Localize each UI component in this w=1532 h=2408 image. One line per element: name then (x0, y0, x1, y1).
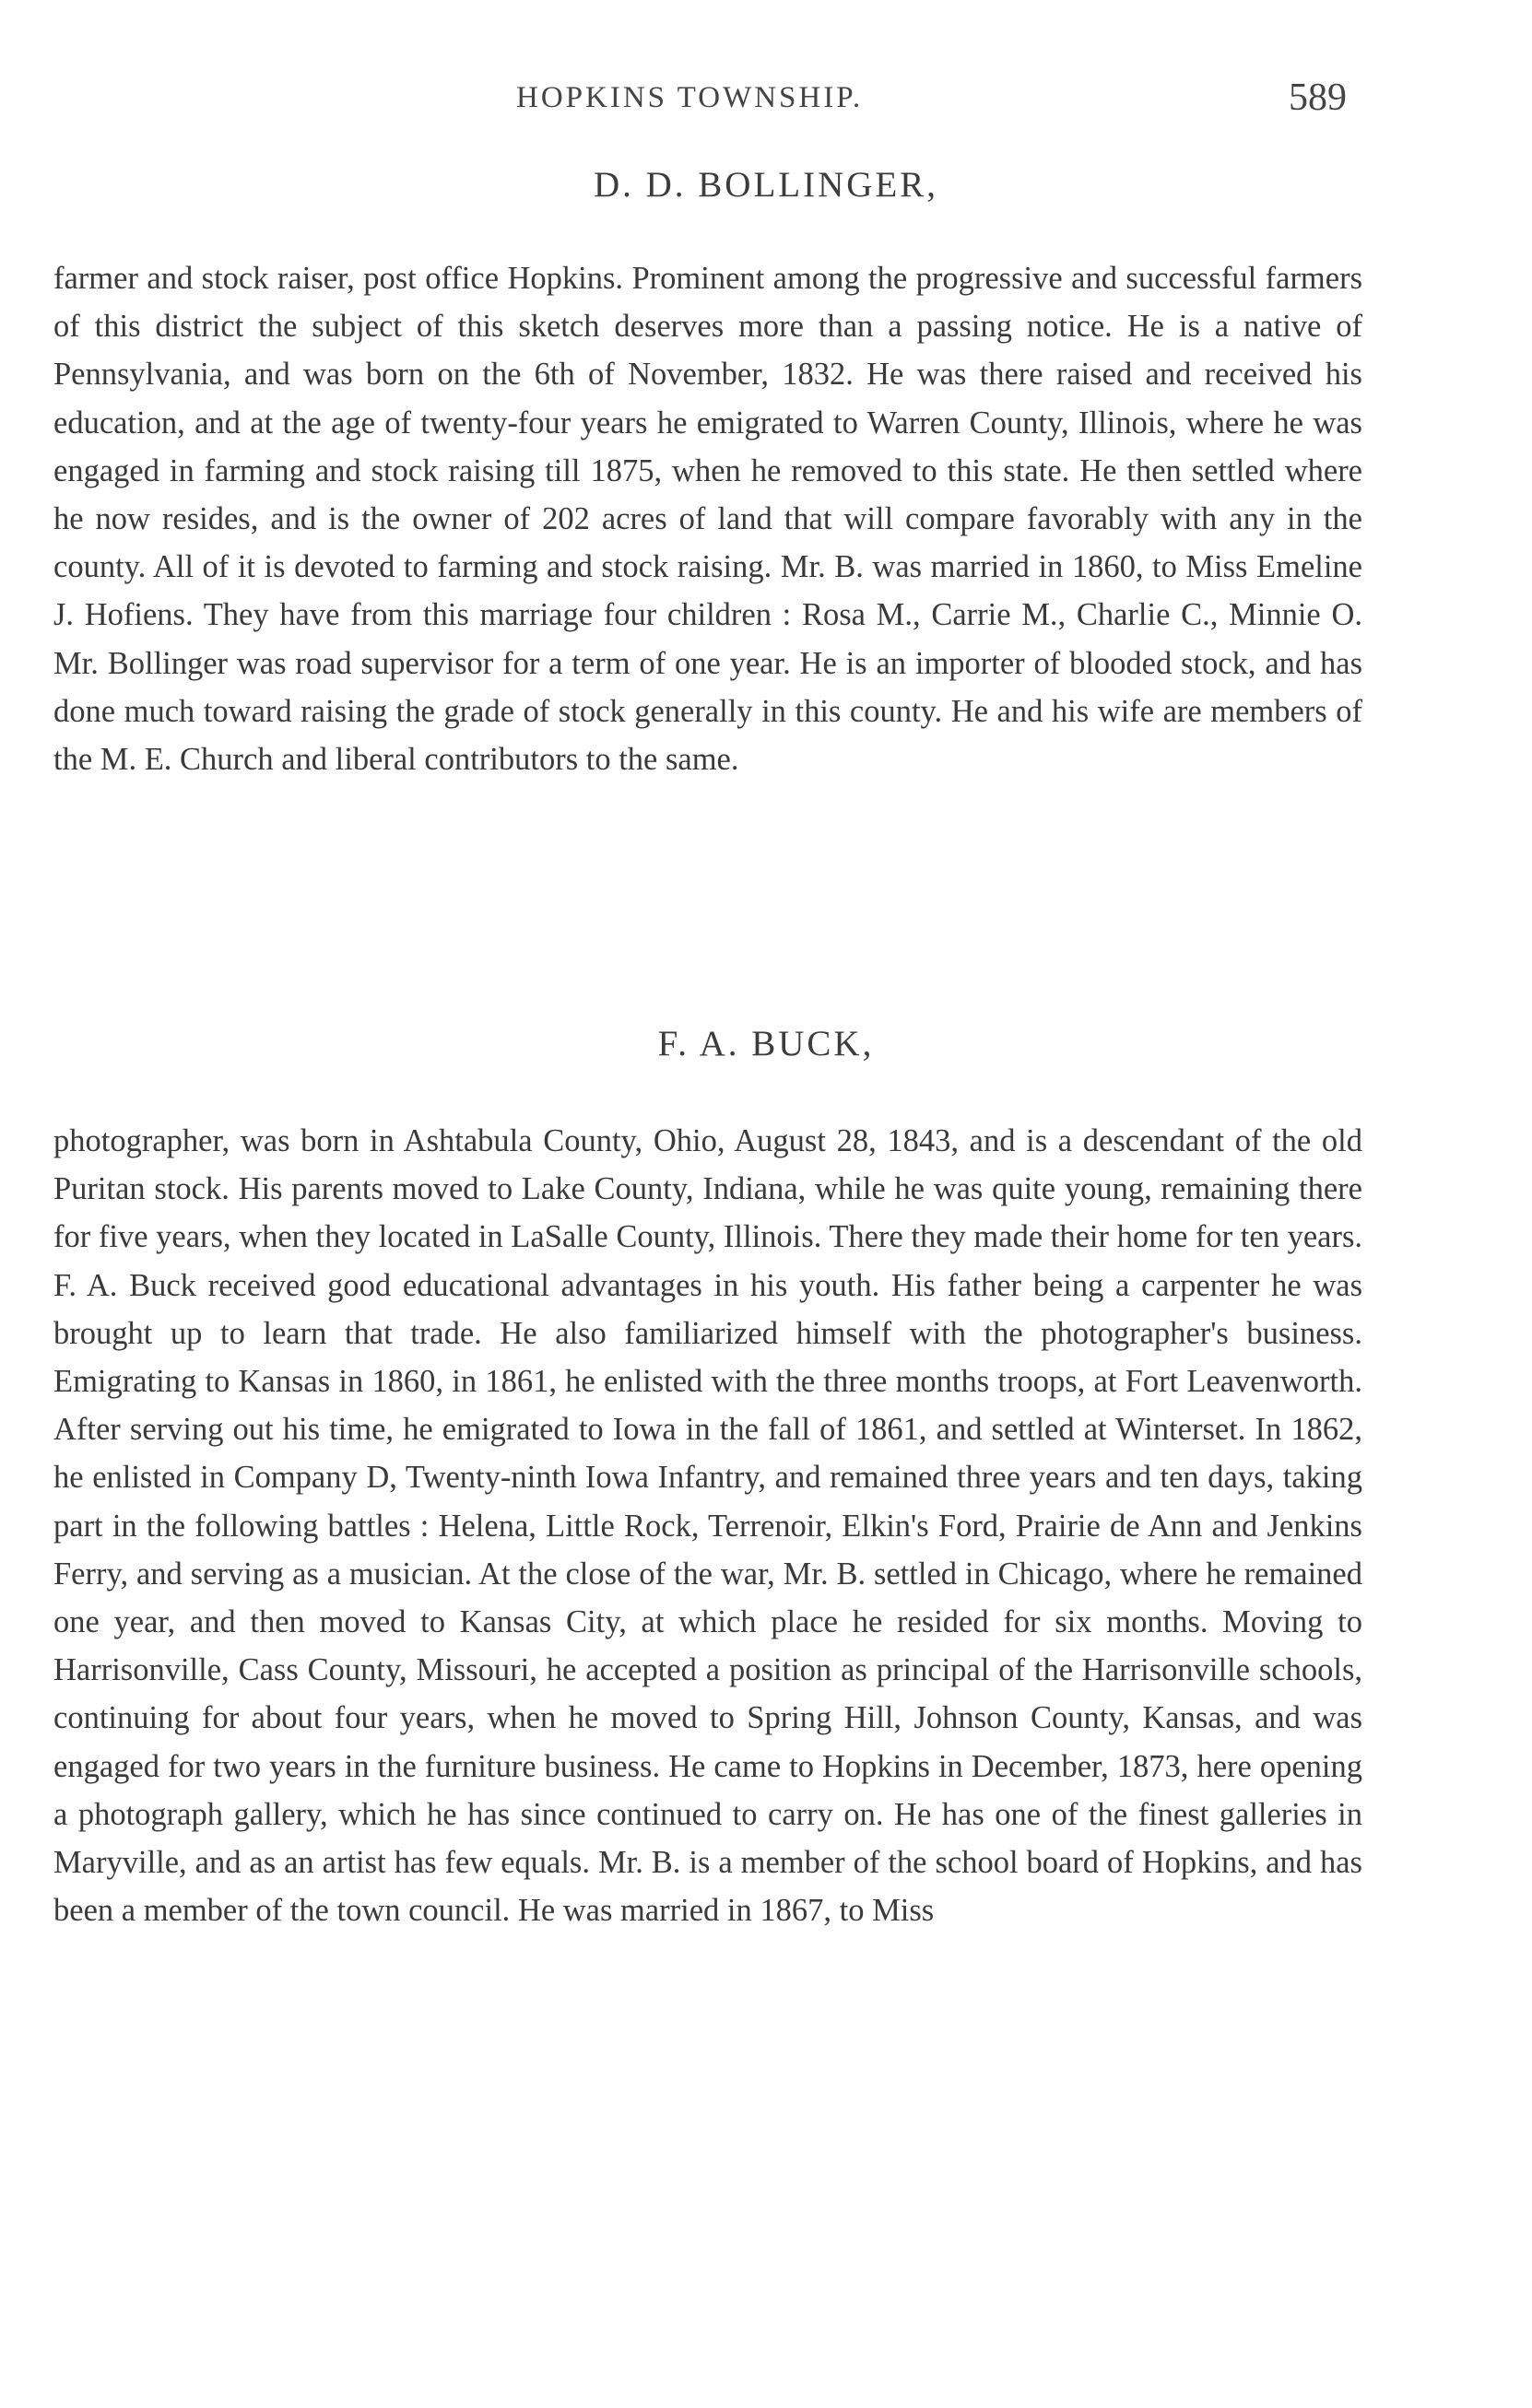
running-title: HOPKINS TOWNSHIP. (516, 81, 864, 114)
entry-text-bollinger: farmer and stock raiser, post office Hopkins. Prominent among the progressive and successful farmers of this district the subject of this sketch deserves more than a passing notice. He is a native of Pennsylvania, and was born on the 6th of November, 1832. He was there raised and received his education, and at the age of twenty-four years he emigrated to Warren County, Illinois, where he was engaged in farming and stock raising till 1875, when he removed to this state. He then settled where he now resides, and is the owner of 202 acres of land that will compare favorably with any in the county. All of it is devoted to farming and stock raising. Mr. B. was married in 1860, to Miss Emeline J. Hofiens. They have from this marriage four children : Rosa M., Carrie M., Charlie C., Minnie O. Mr. Bollinger was road supervisor for a term of one year. He is an importer of blooded stock, and has done much toward raising the grade of stock generally in this county. He and his wife are members of the M. E. Church and liberal contributors to the same. (53, 261, 1362, 778)
entry-heading-bollinger: D. D. BOLLINGER, (593, 165, 939, 205)
running-head (0, 76, 1532, 122)
page-number: 589 (1289, 76, 1347, 119)
entry-heading-buck: F. A. BUCK, (657, 1024, 875, 1063)
entry-text-buck: photographer, was born in Ashtabula County, Ohio, August 28, 1843, and is a descendant of the old Puritan stock. His parents moved to Lake County, Indiana, while he was quite young, remaining there for five years, when they located in LaSalle County, Illinois. There they made their home for ten years. F. A. Buck received good educational advantages in his youth. His father being a carpenter he was brought up to learn that trade. He also familiarized himself with the photographer's business. Emigrating to Kansas in 1860, in 1861, he enlisted with the three months troops, at Fort Leavenworth. After serving out his time, he emigrated to Iowa in the fall of 1861, and settled at Winterset. In 1862, he enlisted in Company D, Twenty-ninth Iowa Infantry, and remained three years and ten days, taking part in the following battles : Helena, Little Rock, Terrenoir, Elkin's Ford, Prairie de Ann and Jenkins Ferry, and serving as a musician. At the close of the war, Mr. B. settled in Chicago, where he remained one year, and then moved to Kansas City, at which place he resided for six months. Moving to Harrisonville, Cass County, Missouri, he accepted a position as principal of the Harrisonville schools, continuing for about four years, when he moved to Spring Hill, Johnson County, Kansas, and was engaged for two years in the furniture business. He came to Hopkins in December, 1873, here opening a photograph gallery, which he has since continued to carry on. He has one of the finest galleries in Maryville, and as an artist has few equals. Mr. B. is a member of the school board of Hopkins, and has been a member of the town council. He was married in 1867, to Miss (53, 1123, 1362, 1929)
